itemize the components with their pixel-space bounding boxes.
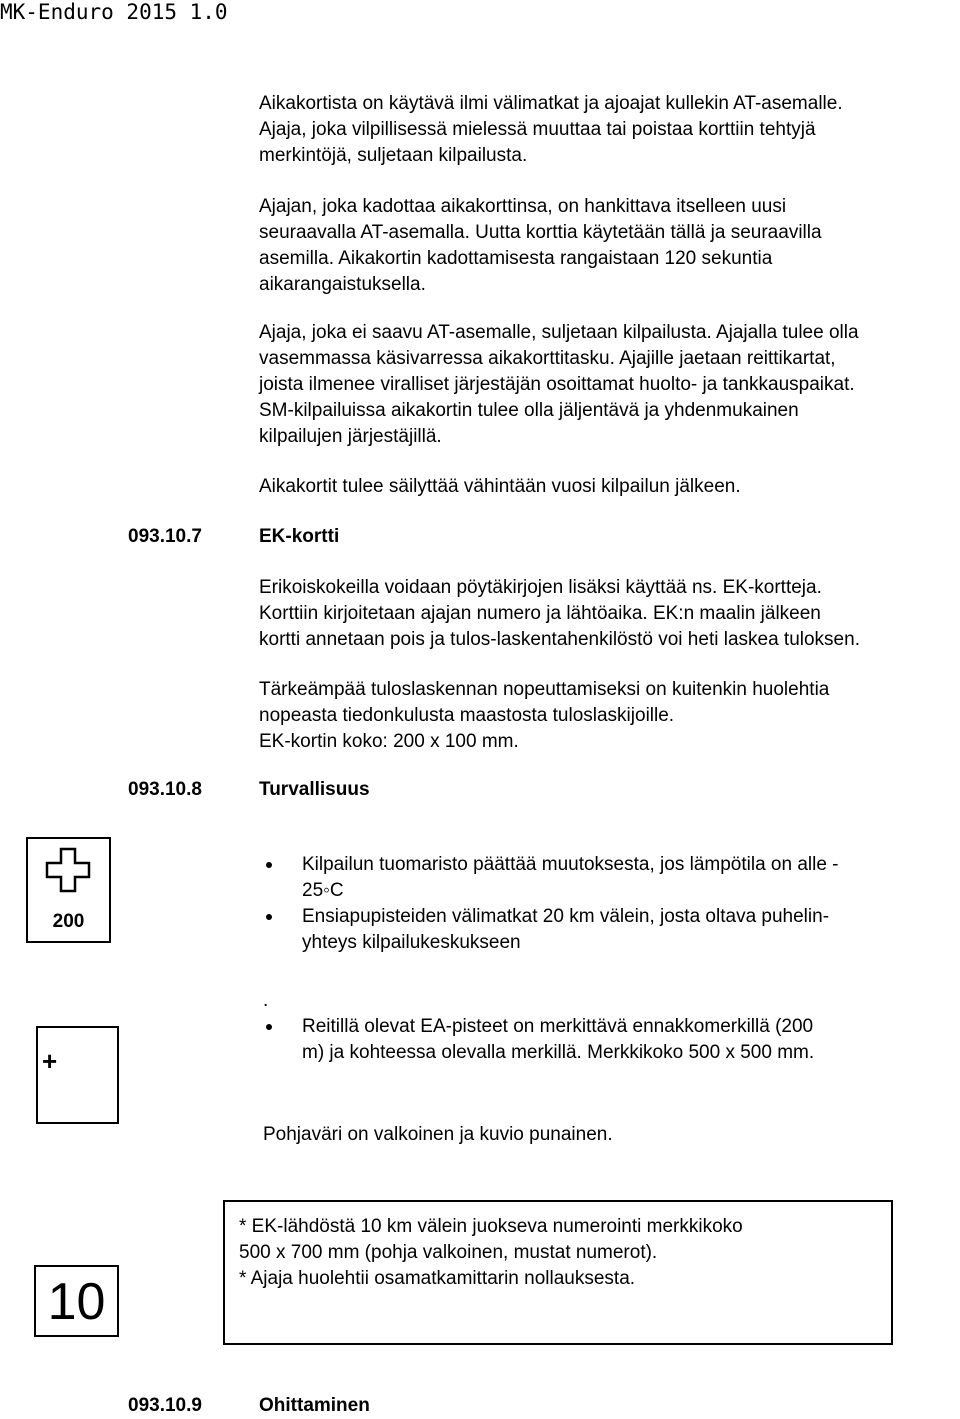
first-aid-distance-sign [26, 837, 111, 943]
document-header: MK-Enduro 2015 1.0 [0, 0, 228, 24]
section-title: Ohittaminen [259, 1395, 370, 1416]
ek-start-number-sign [34, 1265, 119, 1337]
section-title: EK-kortti [259, 526, 340, 547]
paragraph-missed-station: Ajaja, joka ei saavu AT-asemalle, suljetaan kilpailusta. Ajajalla tulee olla vasemmassa käsivarressa aikakorttitasku. Ajajille jaetaan reittikartat, joista ilmenee viralliset järjestäjän osoittamat huolto- ja tankkauspaikat. SM-kilpailuissa aikakortin tulee olla jäljentävä ja yhdenmukainen kilpailujen järjestäjillä. [259, 322, 859, 447]
section-title: Turvallisuus [259, 779, 370, 800]
paragraph-colors: Pohjaväri on valkoinen ja kuvio punainen. [263, 1124, 613, 1145]
plus-icon: + [42, 1046, 58, 1076]
paragraph-timecard-info: Aikakortista on käytävä ilmi välimatkat ja ajoajat kullekin AT-asemalle. Ajaja, joka vilpillisessä mielessä muuttaa tai poistaa korttiin tehtyjä merkintöjä, suljetaan kilpailusta. [259, 93, 843, 166]
section-number: 093.10.7 [128, 526, 202, 547]
bullet-temperature: Kilpailun tuomaristo päättää muutoksesta, jos lämpötila on alle - 25◦C [302, 854, 839, 901]
bullet-first-aid-intervals: Ensiapupisteiden välimatkat 20 km välein, josta oltava puhelin- yhteys kilpailukeskukseen [302, 906, 830, 953]
section-number: 093.10.8 [128, 779, 202, 800]
paragraph-ek-cards: Erikoiskokeilla voidaan pöytäkirjojen lisäksi käyttää ns. EK-kortteja. Korttiin kirjoitetaan ajajan numero ja lähtöaika. EK:n maalin jälkeen kortti annetaan pois ja tulos-laskentahenkilöstö voi heti laskea tuloksen. [259, 577, 860, 650]
sign-distance-label: 200 [52, 911, 85, 932]
sign-number: 10 [47, 1273, 106, 1331]
bullet-icon [266, 862, 272, 868]
bullet-ea-points: Reitillä olevat EA-pisteet on merkittävä ennakkomerkillä (200 m) ja kohteessa olevalla merkillä. Merkkikoko 500 x 500 mm. [302, 1016, 815, 1063]
stray-period: . [263, 990, 269, 1011]
note-text: * EK-lähdöstä 10 km välein juokseva numerointi merkkikoko 500 x 700 mm (pohja valkoinen, mustat numerot). * Ajaja huolehtii osamatkamittarin nollauksesta. [239, 1216, 743, 1289]
paragraph-result-calculation: Tärkeämpää tuloslaskennan nopeuttamiseksi on kuitenkin huolehtia nopeasta tiedonkulusta maastosta tuloslaskijoille. EK-kortin koko: 200 x 100 mm. [259, 679, 830, 752]
note-box [223, 1200, 893, 1345]
first-aid-point-sign [36, 1026, 119, 1124]
paragraph-lost-card: Ajajan, joka kadottaa aikakorttinsa, on hankittava itselleen uusi seuraavalla AT-asemalla. Uutta korttia käytetään tällä ja seuraavilla asemilla. Aikakortin kadottamisesta rangaistaan 120 sekuntia aikarangaistuksella. [259, 196, 822, 295]
bullet-icon [266, 1024, 272, 1030]
paragraph-card-retention: Aikakortit tulee säilyttää vähintään vuosi kilpailun jälkeen. [259, 476, 741, 497]
bullet-icon [266, 914, 272, 920]
section-number: 093.10.9 [128, 1395, 202, 1416]
